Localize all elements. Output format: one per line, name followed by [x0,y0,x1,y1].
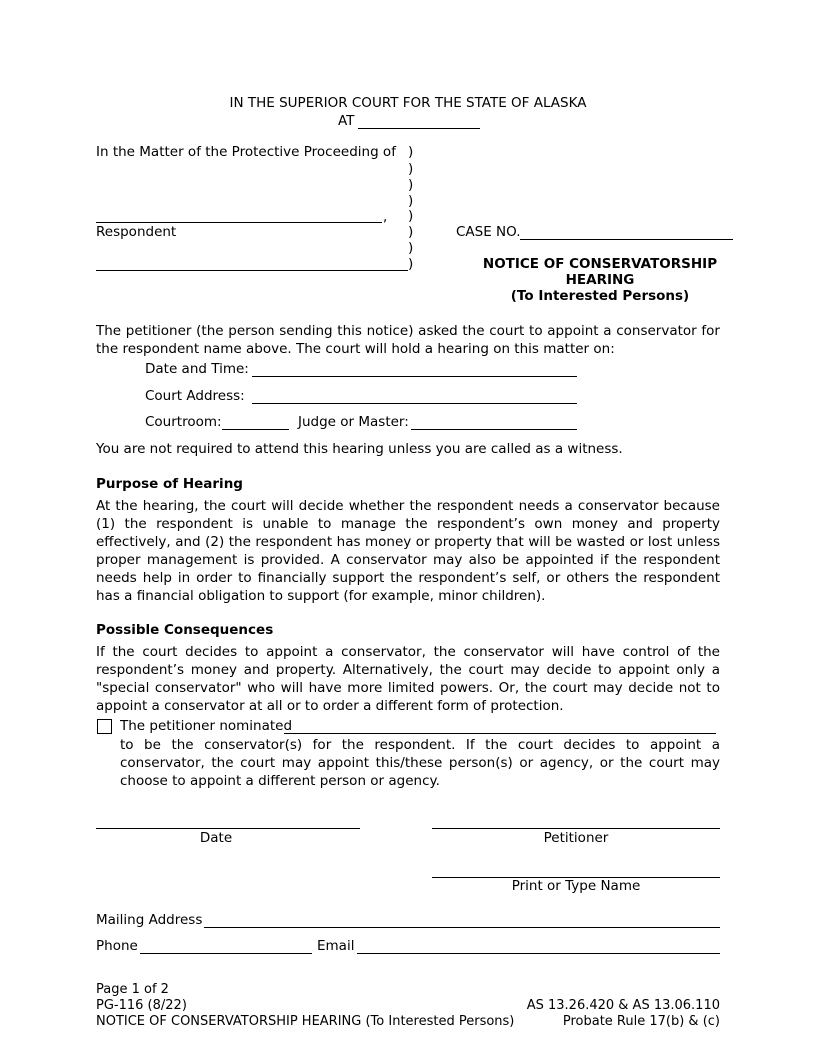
case-number-label: CASE NO. [456,224,521,240]
date-time-label: Date and Time: [145,361,249,377]
email-field[interactable] [357,953,720,954]
courtroom-field[interactable] [222,429,289,430]
court-location-field[interactable] [358,128,480,129]
intro-paragraph: The petitioner (the person sending this notice) asked the court to appoint a conservator for the respondent name above. The court will hold a hearing on this matter on: [96,323,720,357]
nominated-checkbox[interactable] [97,719,112,734]
respondent-comma: , [383,209,388,225]
case-number-field[interactable] [520,239,733,240]
caption-paren: ) [408,256,414,272]
respondent-label: Respondent [96,224,177,240]
court-address-field[interactable] [252,403,577,404]
caption-paren: ) [408,240,414,256]
nominated-label: The petitioner nominated [120,718,293,734]
caption-paren: ) [408,224,414,240]
court-address-label: Court Address: [145,388,245,404]
court-location-label: AT [338,113,355,129]
attendance-note: You are not required to attend this hearing unless you are called as a witness. [96,441,623,457]
date-time-field[interactable] [252,376,577,377]
judge-field[interactable] [411,429,577,430]
print-name-label: Print or Type Name [511,878,641,894]
caption-paren: ) [408,177,414,193]
date-label: Date [199,830,233,846]
caption-paren: ) [408,161,414,177]
respondent-name-field[interactable] [96,222,382,223]
purpose-heading: Purpose of Hearing [96,476,243,492]
matter-label: In the Matter of the Protective Proceeding of [96,144,396,160]
petitioner-signature-line[interactable] [432,828,720,829]
nominee-field[interactable] [284,733,716,734]
form-number: PG-116 (8/22) [96,998,187,1013]
email-label: Email [317,938,355,954]
mailing-address-field[interactable] [204,927,720,928]
caption-bottom-line [96,270,408,271]
mailing-address-label: Mailing Address [96,912,203,928]
phone-field[interactable] [140,953,312,954]
caption-paren: ) [408,193,414,209]
judge-label: Judge or Master: [298,414,409,430]
form-title-footer: NOTICE OF CONSERVATORSHIP HEARING (To Interested Persons) [96,1014,515,1029]
nominated-paragraph: to be the conservator(s) for the respondent. If the court decides to appoint a conservator, the court may appoint this/these person(s) or agency, or the court may choose to appoint a different person or agency. [120,737,720,789]
caption-paren: ) [408,208,414,224]
consequences-heading: Possible Consequences [96,622,274,638]
date-signature-line[interactable] [96,828,360,829]
court-heading: IN THE SUPERIOR COURT FOR THE STATE OF ALASKA [229,95,587,111]
rule-reference: Probate Rule 17(b) & (c) [562,1014,720,1029]
purpose-paragraph: At the hearing, the court will decide whether the respondent needs a conservator because (1) the respondent is unable to manage the respondent’s own money and property effectively, and (2) the respondent has money or property that will be wasted or lost unless proper management is provided. A conservator may also be appointed if the respondent needs help in order to financially support the respondent’s self, or others the respondent has a financial obligation to support (for example, minor children). [96,498,720,604]
caption-paren: ) [408,144,414,160]
statute-reference: AS 13.26.420 & AS 13.06.110 [526,998,720,1013]
consequences-paragraph: If the court decides to appoint a conservator, the conservator will have control of the respondent’s money and property. Alternatively, the court may decide to appoint only a "special conservator" who will have more limited powers. Or, the court may decide not to appoint a conservator at all or to order a different form of protection. [96,644,720,714]
courtroom-label: Courtroom: [145,414,222,430]
document-title: NOTICE OF CONSERVATORSHIP [482,256,718,272]
document-title-line2: HEARING [565,272,635,288]
document-subtitle: (To Interested Persons) [510,288,690,304]
phone-label: Phone [96,938,138,954]
page-number: Page 1 of 2 [96,982,169,997]
petitioner-label: Petitioner [543,830,609,846]
